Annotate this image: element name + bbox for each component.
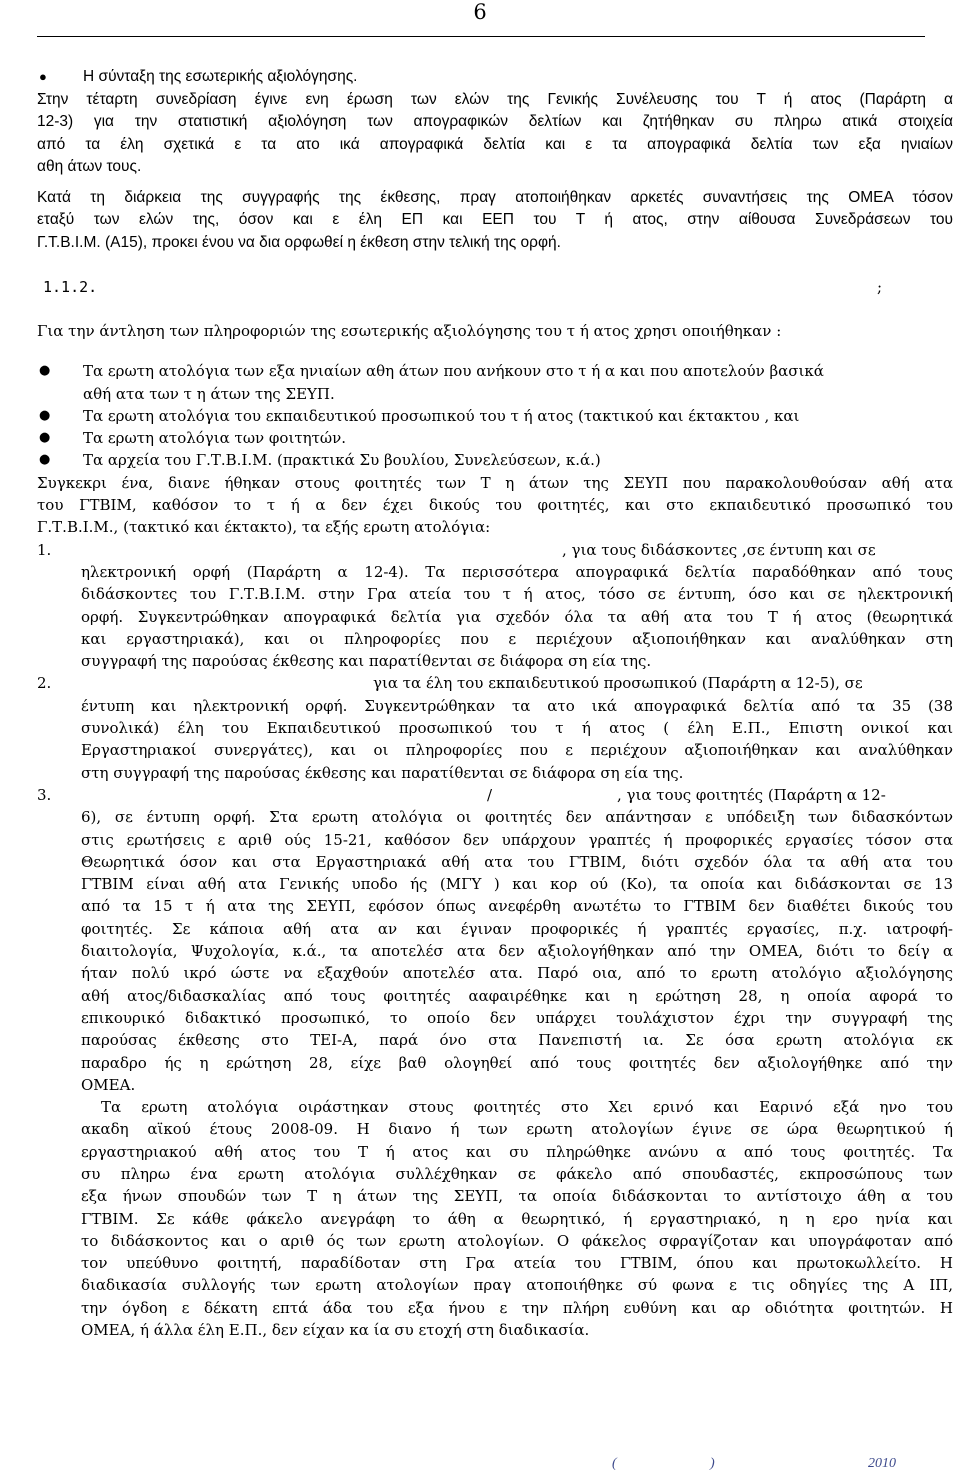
text-line: διαιτολογία, Ψυχολογία, κ.ά., τα αποτελέσ ατα δεν αξιολογήθηκαν από την ΟΜΕΑ, διότι το δείγ α	[81, 942, 953, 961]
text-line: Θεωρητικά όσον και στα Εργαστηριακά αθή ατα του ΓΤΒΙΜ, διότι σχεδόν όλα τα αθή ατα του	[81, 852, 953, 871]
text-line: ήταν πολύ ικρό ώστε να εξαχθούν αποτελέσ ατα. Παρό οια, από το ερωτη ατολόγιο αξιολόγησης	[81, 964, 953, 983]
item-number: 2.	[37, 674, 52, 693]
paragraph	[37, 1096, 953, 1341]
text-line: ακαδη αϊκού έτους 2008-09. Η διανο ή των ερωτη ατολογίων έγινε σε ώρα θεωρητικού ή	[81, 1120, 953, 1139]
text-line: έντυπη και ηλεκτρονική ορφή. Συγκεντρώθηκαν τα ατο ικά απογραφικά δελτία από τα 35 (38	[81, 696, 953, 715]
text-line: στις ερωτήσεις ε αριθ ούς 15-21, καθόσον δεν υπάρχουν γραπτές ή προφορικές εργασίες τόσον στα	[81, 830, 953, 849]
intro-text: Για την άντληση των πληροφοριών της εσωτερικής αξιολόγησης του τ ή ατος χρησι οποιήθηκαν :	[37, 322, 782, 340]
text-line: ηλεκτρονική ορφή (Παράρτη α 12-4). Τα περισσότερα απογραφικά δελτία παραδόθηκαν από τους	[81, 562, 953, 581]
text-line: φοιτητές. Σε κάποια αθή ατα αν και έγιναν προφορικές ή γραπτές εργασίες, π.χ. ιατροφή-	[81, 919, 953, 938]
text-line: από τα 15 τ ή ατα της ΣΕΥΠ, εφόσον όπως ανεφέρθη ανωτέτω το ΓΤΒΙΜ δεν διαθέτει δικούς του	[81, 897, 953, 916]
list-item	[37, 449, 953, 471]
text-line: στη συγγραφή της παρούσας έκθεσης και παρατίθενται σε διάφορα ση εία της.	[81, 763, 684, 782]
text-line: Τα ερωτη ατολόγια οιράστηκαν στους φοιτητές στο Χει ερινό και Εαρινό εξά ηνο του	[101, 1098, 953, 1117]
section-heading-trailing: ;	[877, 278, 883, 296]
bullet-icon: ●	[39, 363, 51, 379]
text-line: ΟΜΕΑ, ή άλλα έλη Ε.Π., δεν είχαν κα ία συ ετοχή στη διαδικασία.	[81, 1321, 590, 1340]
bullet-text: Η σύνταξη της εσωτερικής αξιολόγησης.	[83, 68, 358, 85]
bullet-icon: ●	[39, 430, 51, 446]
bullet-text: αθή ατα των τ η άτων της ΣΕΥΠ.	[83, 384, 335, 403]
text-line: Γ.Τ.Β.Ι.Μ., (τακτικό και έκτακτο), τα εξής ερωτη ατολόγια:	[37, 518, 491, 537]
text-line: Εργαστηριακοί συνεργάτες), και οι πληροφορίες που ε περιέχουν αξιοποιήθηκαν και αναλύθηκαν	[81, 741, 953, 760]
list-item	[37, 405, 953, 427]
text-line: διαδικασία συλλογής των ερωτη ατολογίων πραγ ατοποιήθηκε σύ φωνα ε τις οδηγίες της Α ΙΠ,	[81, 1276, 953, 1295]
text-line: εταξύ των ελών της, όσον και ε έλη ΕΠ και ΕΕΠ του Τ ή ατος, στην αίθουσα Συνεδράσεων του	[37, 211, 953, 228]
text-line: τον υπεύθυνο φοιτητή, παραδίδοταν στη Γρα ατεία του ΓΤΒΙΜ, όπου και πρωτοκωλλείτο. Η	[81, 1254, 953, 1273]
text-line: 6), σε έντυπη ορφή. Στα ερωτη ατολόγια οι φοιτητές δεν απάντησαν ε υπόδειξη των διδασκόντων	[81, 808, 953, 827]
item-first-line: , για τους φοιτητές (Παράρτη α 12-	[617, 785, 886, 804]
paragraph	[37, 472, 953, 539]
text-line: Κατά τη διάρκεια της συγγραφής της έκθεσης, πραγ ατοποιήθηκαν αρκετές συναντήσεις της ΟΜΕΑ τόσον	[37, 188, 953, 206]
item-first-line: για τα έλη του εκπαιδευτικού προσωπικού (Παράρτη α 12-5), σε	[373, 674, 863, 693]
section-compilation	[37, 66, 953, 254]
text-line: παρούσας έκθεσης στο ΤΕΙ-Α, παρά όνο στα Πανεπιστή ια. Σε όσα ερωτη ατολόγια εκ	[81, 1031, 953, 1050]
document-body	[37, 66, 953, 1341]
list-item	[37, 360, 953, 405]
text-line: ορφή. Συγκεντρώθηκαν απογραφικά δελτία για σχεδόν όλα τα αθή ατα του Τ ή ατος (θεωρητικά	[81, 607, 953, 626]
text-line: Στην τέταρτη συνεδρίαση έγινε ενη έρωση των ελών της Γενικής Συνέλευσης του Τ ή ατος (Παράρτη α	[37, 90, 953, 108]
numbered-item	[37, 784, 953, 1096]
item-number: 3.	[37, 785, 52, 804]
numbered-item	[37, 672, 953, 783]
bullet-text: Τα ερωτη ατολόγια του εκπαιδευτικού προσωπικού του τ ή ατος (τακτικού και έκτακτου , και	[83, 406, 800, 425]
paragraph	[37, 89, 953, 179]
header-rule	[37, 36, 925, 37]
numbered-item	[37, 539, 953, 673]
text-line: αθη άτων τους.	[37, 158, 142, 175]
text-line: διδάσκοντες του Γ.Τ.Β.Ι.Μ. στην Γρα ατεία του τ ή ατος, τόσο σε έντυπη, όσο και σε ηλεκτρονική	[81, 585, 953, 604]
text-line: επικουρικό διδακτικό προσωπικό, το οποίο δεν υπάρχει τουλάχιστον έχρι την συγγραφή της	[81, 1008, 953, 1027]
text-line: ΓΤΒΙΜ είναι αθή ατα Γενικής υποδο ής (ΜΓΥ ) και κορ ού (Κο), τα οποία και διδάσκονται σε 13	[81, 875, 953, 894]
text-line: αθή ατος/διδασκαλίας από τους φοιτητές ααφαιρέθηκε και η ερώτηση 28, η οποία αφορά το	[81, 986, 953, 1005]
list-item	[37, 427, 953, 449]
footer-open-paren: (	[612, 1456, 617, 1471]
text-line: συνολικά) έλη του Εκπαιδευτικού προσωπικού του τ ή ατος ( έλη Ε.Π., Επιστη ονικοί και	[81, 719, 953, 738]
item-first-line-slash: /	[487, 785, 493, 804]
bullet-text: Τα αρχεία του Γ.Τ.Β.Ι.Μ. (πρακτικά Συ βουλίου, Συνελεύσεων, κ.ά.)	[83, 451, 601, 470]
bullet-icon: ●	[39, 407, 51, 423]
text-line: εξα ήνων σπουδών των Τ η άτων της ΣΕΥΠ, τα οποία διδάσκονται το αντίστοιχο άθη α του	[81, 1187, 953, 1206]
section-sources	[37, 320, 953, 1341]
text-line: εργαστηριακού αθή ατος του Τ ή ατος και συ πληρώθηκε ανώνυ α από τους φοιτητές. Τα	[81, 1142, 953, 1161]
bullet-icon: ●	[39, 69, 47, 84]
section-number: 1.1.2.	[43, 278, 98, 296]
text-line: συ πληρω ένα ερωτη ατολόγια συλλέχθηκαν σε φάκελο από σπουδαστές, εκπροσώπους των	[81, 1164, 953, 1183]
text-line: 12-3) για την στατιστική αξιολόγηση των απογραφικών δελτίων και ζητήθηκαν συ πληρω ατικά στοιχεία	[37, 113, 953, 130]
section-heading	[37, 278, 953, 302]
item-first-line: , για τους διδάσκοντες ,σε έντυπη και σε	[562, 540, 876, 559]
list-item	[37, 66, 953, 89]
text-line: από τα έλη σχετικά ε τα ατο ικά απογραφικά δελτία και ε τα απογραφικά δελτία των εξα ηνιαίων	[37, 135, 953, 153]
text-line: Συγκεκρι ένα, διανε ήθηκαν στους φοιτητές των Τ η άτων της ΣΕΥΠ που παρακολουθούσαν αθή ατα	[37, 473, 953, 492]
text-line: το διδάσκοντος και ο αριθ ός των ερωτη ατολογίων. Ο φάκελος σφραγίζοταν και υπογράφοταν από	[81, 1231, 953, 1250]
footer-year: 2010	[868, 1456, 896, 1471]
text-line: συγγραφή της παρούσας έκθεσης και παρατίθενται σε διάφορα ση εία της.	[81, 652, 652, 671]
paragraph	[37, 187, 953, 255]
bullet-text: Τα ερωτη ατολόγια των εξα ηνιαίων αθη άτων που ανήκουν στο τ ή α και που αποτελούν βασικά	[83, 362, 824, 381]
item-number: 1.	[37, 540, 52, 559]
text-line: την όγδοη ε δέκατη επτά άδα του εξα ήνου ε την πλήρη ευθύνη και αρ οδιότητα φοιτητών. Η	[81, 1298, 953, 1317]
text-line: του ΓΤΒΙΜ, καθόσον το τ ή α δεν έχει δικούς του φοιτητές, και στο εκπαιδευτικό προσωπικό του	[37, 496, 953, 515]
bullet-text: Τα ερωτη ατολόγια των φοιτητών.	[83, 429, 347, 448]
text-line: παραδρο ής η ερώτηση 28, είχε βαθ ολογηθεί από τους φοιτητές δεν αξιολογήθηκε από την	[81, 1053, 953, 1072]
bullet-icon: ●	[39, 452, 51, 468]
text-line: ΟΜΕΑ.	[81, 1075, 136, 1094]
footer-close-paren: )	[710, 1456, 715, 1471]
text-line: και εργαστηριακά), και οι πληροφορίες που ε περιέχουν αξιοποιήθηκαν και αναλύθηκαν στη	[81, 629, 953, 648]
page-number: 6	[473, 0, 487, 24]
text-line: ΓΤΒΙΜ. Σε κάθε φάκελο ανεγράφη το άθη α θεωρητικό, ή εργαστηριακό, η η ερο ηνία και	[81, 1209, 953, 1228]
text-line: Γ.Τ.Β.Ι.Μ. (Α15), προκει ένου να δια ορφωθεί η έκθεση στην τελική της ορφή.	[37, 233, 561, 251]
